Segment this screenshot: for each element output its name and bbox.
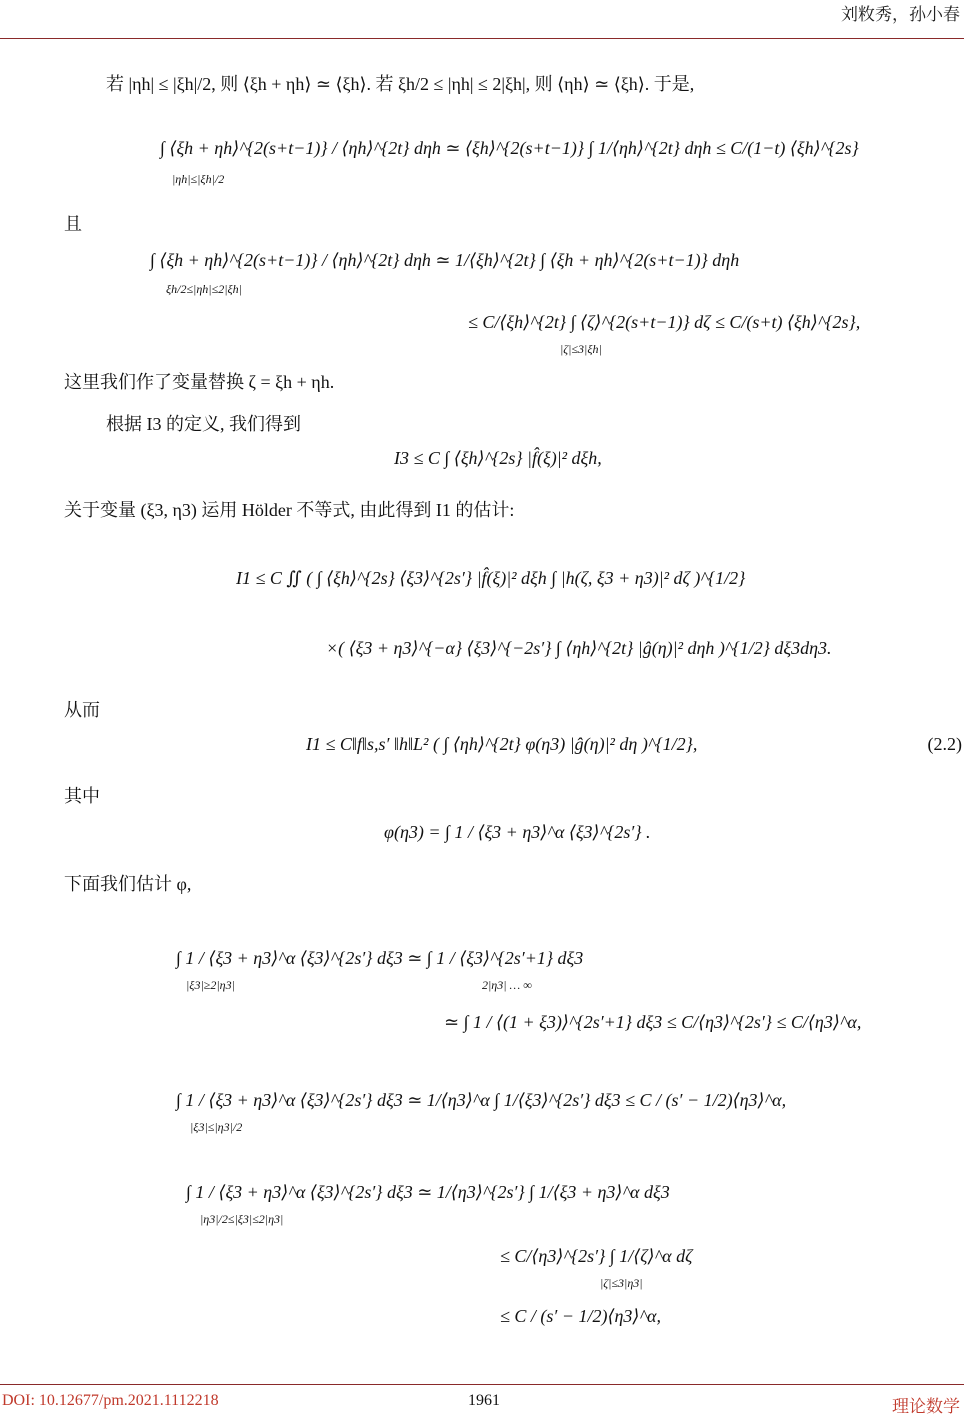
equation-7b: ≃ ∫ 1 / ⟨(1 + ξ3)⟩^{2s′+1} dξ3 ≤ C/⟨η3⟩^{2s′} ≤ C/⟨η3⟩^α, bbox=[444, 1012, 862, 1032]
equation-7a-limit-2: 2|η3| … ∞ bbox=[482, 978, 532, 992]
equation-9b: ≤ C/⟨η3⟩^{2s′} ∫ 1/⟨ζ⟩^α dζ bbox=[500, 1246, 693, 1266]
equation-9c: ≤ C / (s′ − 1/2)⟨η3⟩^α, bbox=[500, 1306, 661, 1326]
paragraph-7: 下面我们估计 φ, bbox=[64, 874, 192, 894]
equation-7a-limit: |ξ3|≥2|η3| bbox=[186, 978, 235, 992]
equation-8: ∫ 1 / ⟨ξ3 + η3⟩^α ⟨ξ3⟩^{2s′} dξ3 ≃ 1/⟨η3⟩^α ∫ 1/⟨ξ3⟩^{2s′} dξ3 ≤ C / (s′ − 1/2)⟨η3⟩^α, bbox=[176, 1090, 787, 1110]
equation-9a-limit: |η3|/2≤|ξ3|≤2|η3| bbox=[200, 1212, 284, 1226]
equation-8-limit: |ξ3|≤|η3|/2 bbox=[190, 1120, 243, 1134]
equation-5: I1 ≤ C‖f‖s,s′ ‖h‖L² ( ∫ ⟨ηh⟩^{2t} φ(η3) |ĝ(η)|² dη )^{1/2}, bbox=[306, 734, 698, 754]
footer-rule bbox=[0, 1384, 964, 1385]
equation-2b: ≤ C/⟨ξh⟩^{2t} ∫ ⟨ζ⟩^{2(s+t−1)} dζ ≤ C/(s+t) ⟨ξh⟩^{2s}, bbox=[468, 312, 861, 332]
equation-1-limit: |ηh|≤|ξh|/2 bbox=[172, 172, 225, 186]
footer-journal-name: 理论数学 bbox=[892, 1397, 960, 1416]
equation-3: I3 ≤ C ∫ ⟨ξh⟩^{2s} |f̂(ξ)|² dξh, bbox=[394, 448, 602, 468]
equation-7a: ∫ 1 / ⟨ξ3 + η3⟩^α ⟨ξ3⟩^{2s′} dξ3 ≃ ∫ 1 / ⟨ξ3⟩^{2s′+1} dξ3 bbox=[176, 948, 584, 968]
equation-2a: ∫ ⟨ξh + ηh⟩^{2(s+t−1)} / ⟨ηh⟩^{2t} dηh ≃ 1/⟨ξh⟩^{2t} ∫ ⟨ξh + ηh⟩^{2(s+t−1)} dηh bbox=[150, 250, 740, 270]
equation-1: ∫ ⟨ξh + ηh⟩^{2(s+t−1)} / ⟨ηh⟩^{2t} dηh ≃ ⟨ξh⟩^{2(s+t−1)} ∫ 1/⟨ηh⟩^{2t} dηh ≤ C/(1−t) ⟨ξh⟩^{2s} bbox=[160, 138, 859, 158]
equation-2a-limit: ξh/2≤|ηh|≤2|ξh| bbox=[166, 282, 242, 296]
paragraph-6: 其中 bbox=[64, 786, 100, 806]
equation-5-number: (2.2) bbox=[927, 734, 962, 754]
paragraph-and: 且 bbox=[64, 214, 82, 234]
paragraph-4: 关于变量 (ξ3, η3) 运用 Hölder 不等式, 由此得到 I1 的估计: bbox=[64, 500, 515, 520]
footer-doi-link[interactable]: DOI: 10.12677/pm.2021.1112218 bbox=[2, 1392, 219, 1409]
equation-4a: I1 ≤ C ∬ ( ∫ ⟨ξh⟩^{2s} ⟨ξ3⟩^{2s′} |f̂(ξ)|² dξh ∫ |h(ζ, ξ3 + η3)|² dζ )^{1/2} bbox=[236, 568, 746, 588]
equation-2b-limit: |ζ|≤3|ξh| bbox=[560, 342, 602, 356]
paragraph-3: 根据 I3 的定义, 我们得到 bbox=[106, 414, 301, 434]
equation-4b: ×( ⟨ξ3 + η3⟩^{−α} ⟨ξ3⟩^{−2s′} ∫ ⟨ηh⟩^{2t} |ĝ(η)|² dηh )^{1/2} dξ3dη3. bbox=[326, 638, 832, 658]
paragraph-2: 这里我们作了变量替换 ζ = ξh + ηh. bbox=[64, 372, 335, 392]
equation-6: φ(η3) = ∫ 1 / ⟨ξ3 + η3⟩^α ⟨ξ3⟩^{2s′} . bbox=[384, 822, 651, 842]
header-rule bbox=[0, 38, 964, 39]
paragraph-5: 从而 bbox=[64, 700, 100, 720]
header-authors: 刘敉秀，孙小春 bbox=[841, 5, 960, 24]
equation-9b-limit: |ζ|≤3|η3| bbox=[600, 1276, 643, 1290]
equation-9a: ∫ 1 / ⟨ξ3 + η3⟩^α ⟨ξ3⟩^{2s′} dξ3 ≃ 1/⟨η3⟩^{2s′} ∫ 1/⟨ξ3 + η3⟩^α dξ3 bbox=[186, 1182, 670, 1202]
paragraph-1: 若 |ηh| ≤ |ξh|/2, 则 ⟨ξh + ηh⟩ ≃ ⟨ξh⟩. 若 ξh/2 ≤ |ηh| ≤ 2|ξh|, 则 ⟨ηh⟩ ≃ ⟨ξh⟩. 于是, bbox=[106, 74, 695, 94]
footer-page-number: 1961 bbox=[468, 1392, 500, 1409]
